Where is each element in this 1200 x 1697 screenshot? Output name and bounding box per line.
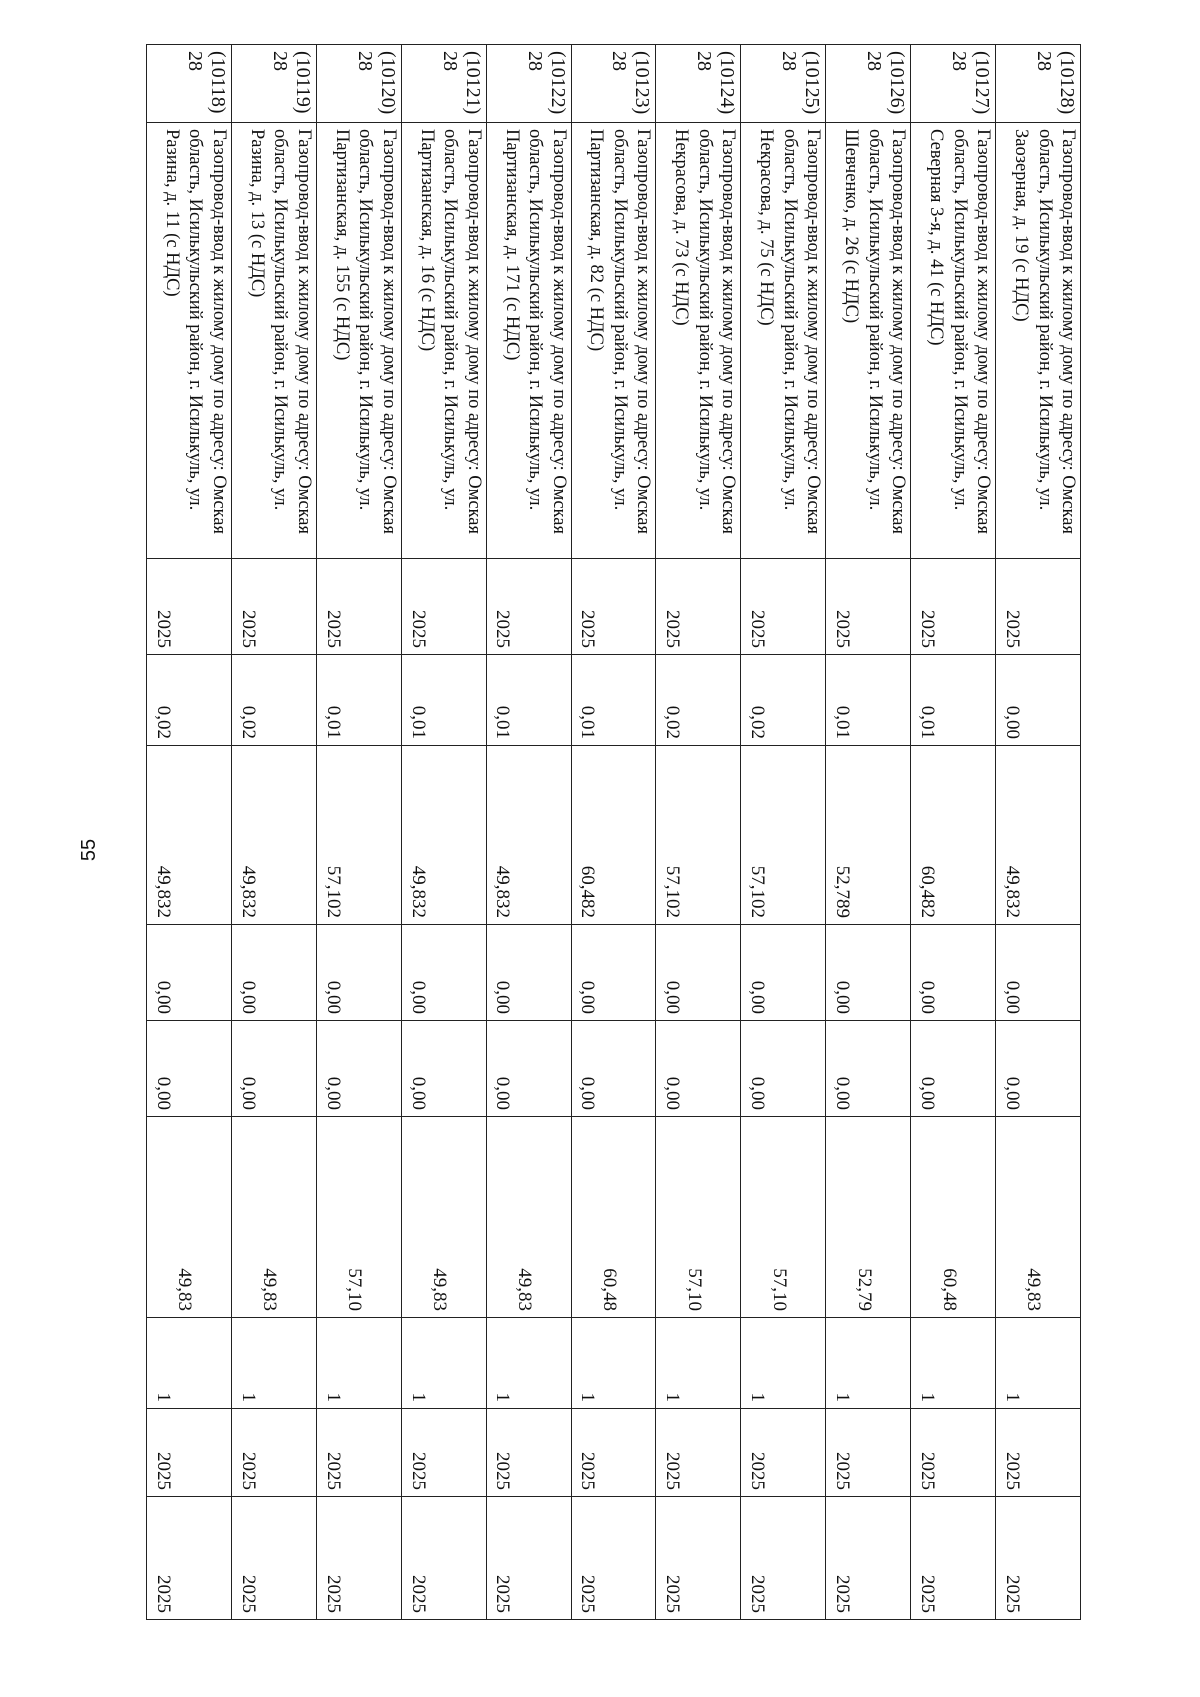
object-code-cell: (10124) 28 xyxy=(656,45,741,123)
price-cell: 60,48 xyxy=(911,1117,996,1318)
table-row xyxy=(147,45,232,1620)
object-name-cell: Газопровод-ввод к жилому дому по адресу: Омская область, Исилькульский район, г. Исилькуль, ул. Партизанская, д. 16 (с НДС) xyxy=(401,123,486,559)
cost-cell: 49,832 xyxy=(996,746,1081,925)
object-code-cell: (10121) 28 xyxy=(401,45,486,123)
year-start-cell: 2025 xyxy=(231,559,316,655)
object-name-cell: Газопровод-ввод к жилому дому по адресу: Омская область, Исилькульский район, г. Исилькуль, ул. Шевченко, д. 26 (с НДС) xyxy=(826,123,911,559)
count-cell: 1 xyxy=(911,1318,996,1409)
value-2-cell: 0,00 xyxy=(911,1021,996,1117)
length-cell: 0,01 xyxy=(401,655,486,746)
object-name-cell: Газопровод-ввод к жилому дому по адресу: Омская область, Исилькульский район, г. Исилькуль, ул. Некрасова, д. 75 (с НДС) xyxy=(741,123,826,559)
value-1-cell: 0,00 xyxy=(231,925,316,1021)
year-b-cell: 2025 xyxy=(147,1497,232,1620)
table-row xyxy=(231,45,316,1620)
year-a-cell: 2025 xyxy=(401,1409,486,1497)
object-name-cell: Газопровод-ввод к жилому дому по адресу: Омская область, Исилькульский район, г. Исилькуль, ул. Разина, д. 13 (с НДС) xyxy=(231,123,316,559)
object-code-cell: (10123) 28 xyxy=(571,45,656,123)
object-name-cell: Газопровод-ввод к жилому дому по адресу: Омская область, Исилькульский район, г. Исилькуль, ул. Партизанская, д. 171 (с НДС) xyxy=(486,123,571,559)
year-b-cell: 2025 xyxy=(996,1497,1081,1620)
length-cell: 0,01 xyxy=(571,655,656,746)
year-start-cell: 2025 xyxy=(996,559,1081,655)
year-b-cell: 2025 xyxy=(571,1497,656,1620)
price-cell: 57,10 xyxy=(741,1117,826,1318)
year-start-cell: 2025 xyxy=(316,559,401,655)
table-row xyxy=(571,45,656,1620)
value-2-cell: 0,00 xyxy=(231,1021,316,1117)
length-cell: 0,02 xyxy=(147,655,232,746)
object-name-cell: Газопровод-ввод к жилому дому по адресу: Омская область, Исилькульский район, г. Исилькуль, ул. Разина, д. 11 (с НДС) xyxy=(147,123,232,559)
table-row xyxy=(741,45,826,1620)
value-1-cell: 0,00 xyxy=(486,925,571,1021)
year-start-cell: 2025 xyxy=(486,559,571,655)
object-code-cell: (10126) 28 xyxy=(826,45,911,123)
year-start-cell: 2025 xyxy=(826,559,911,655)
value-2-cell: 0,00 xyxy=(996,1021,1081,1117)
object-code-cell: (10127) 28 xyxy=(911,45,996,123)
length-cell: 0,02 xyxy=(741,655,826,746)
count-cell: 1 xyxy=(571,1318,656,1409)
year-b-cell: 2025 xyxy=(231,1497,316,1620)
length-cell: 0,01 xyxy=(911,655,996,746)
cost-cell: 52,789 xyxy=(826,746,911,925)
year-b-cell: 2025 xyxy=(826,1497,911,1620)
table-row xyxy=(656,45,741,1620)
object-code-cell: (10118) 28 xyxy=(147,45,232,123)
year-a-cell: 2025 xyxy=(316,1409,401,1497)
year-a-cell: 2025 xyxy=(911,1409,996,1497)
cost-cell: 49,832 xyxy=(147,746,232,925)
year-a-cell: 2025 xyxy=(656,1409,741,1497)
value-2-cell: 0,00 xyxy=(147,1021,232,1117)
table-row xyxy=(996,45,1081,1620)
table-row xyxy=(316,45,401,1620)
value-2-cell: 0,00 xyxy=(741,1021,826,1117)
price-cell: 49,83 xyxy=(401,1117,486,1318)
count-cell: 1 xyxy=(996,1318,1081,1409)
table-row xyxy=(826,45,911,1620)
year-b-cell: 2025 xyxy=(911,1497,996,1620)
price-cell: 49,83 xyxy=(231,1117,316,1318)
year-a-cell: 2025 xyxy=(486,1409,571,1497)
value-1-cell: 0,00 xyxy=(911,925,996,1021)
count-cell: 1 xyxy=(656,1318,741,1409)
price-cell: 49,83 xyxy=(486,1117,571,1318)
object-name-cell: Газопровод-ввод к жилому дому по адресу: Омская область, Исилькульский район, г. Исилькуль, ул. Партизанская, д. 82 (с НДС) xyxy=(571,123,656,559)
count-cell: 1 xyxy=(741,1318,826,1409)
value-1-cell: 0,00 xyxy=(316,925,401,1021)
object-code-cell: (10120) 28 xyxy=(316,45,401,123)
cost-cell: 49,832 xyxy=(231,746,316,925)
length-cell: 0,01 xyxy=(826,655,911,746)
count-cell: 1 xyxy=(401,1318,486,1409)
length-cell: 0,02 xyxy=(656,655,741,746)
object-name-cell: Газопровод-ввод к жилому дому по адресу: Омская область, Исилькульский район, г. Исилькуль, ул. Партизанская, д. 155 (с НДС) xyxy=(316,123,401,559)
price-cell: 57,10 xyxy=(656,1117,741,1318)
cost-cell: 60,482 xyxy=(911,746,996,925)
value-1-cell: 0,00 xyxy=(656,925,741,1021)
object-name-cell: Газопровод-ввод к жилому дому по адресу: Омская область, Исилькульский район, г. Исилькуль, ул. Заозерная, д. 19 (с НДС) xyxy=(996,123,1081,559)
year-b-cell: 2025 xyxy=(316,1497,401,1620)
year-start-cell: 2025 xyxy=(911,559,996,655)
length-cell: 0,02 xyxy=(231,655,316,746)
value-2-cell: 0,00 xyxy=(316,1021,401,1117)
value-1-cell: 0,00 xyxy=(741,925,826,1021)
year-start-cell: 2025 xyxy=(741,559,826,655)
year-a-cell: 2025 xyxy=(147,1409,232,1497)
value-2-cell: 0,00 xyxy=(486,1021,571,1117)
price-cell: 60,48 xyxy=(571,1117,656,1318)
table-row xyxy=(401,45,486,1620)
price-cell: 49,83 xyxy=(996,1117,1081,1318)
year-a-cell: 2025 xyxy=(741,1409,826,1497)
count-cell: 1 xyxy=(231,1318,316,1409)
year-a-cell: 2025 xyxy=(571,1409,656,1497)
cost-cell: 57,102 xyxy=(741,746,826,925)
year-b-cell: 2025 xyxy=(741,1497,826,1620)
count-cell: 1 xyxy=(826,1318,911,1409)
year-start-cell: 2025 xyxy=(147,559,232,655)
value-1-cell: 0,00 xyxy=(401,925,486,1021)
value-1-cell: 0,00 xyxy=(571,925,656,1021)
year-start-cell: 2025 xyxy=(571,559,656,655)
value-2-cell: 0,00 xyxy=(656,1021,741,1117)
object-code-cell: (10128) 28 xyxy=(996,45,1081,123)
year-b-cell: 2025 xyxy=(486,1497,571,1620)
object-name-cell: Газопровод-ввод к жилому дому по адресу: Омская область, Исилькульский район, г. Исилькуль, ул. Некрасова, д. 73 (с НДС) xyxy=(656,123,741,559)
gas-pipeline-table xyxy=(146,44,1081,1620)
price-cell: 57,10 xyxy=(316,1117,401,1318)
year-start-cell: 2025 xyxy=(401,559,486,655)
object-code-cell: (10125) 28 xyxy=(741,45,826,123)
page-number: 55 xyxy=(78,838,100,862)
length-cell: 0,01 xyxy=(486,655,571,746)
year-b-cell: 2025 xyxy=(401,1497,486,1620)
price-cell: 52,79 xyxy=(826,1117,911,1318)
table-row xyxy=(486,45,571,1620)
value-1-cell: 0,00 xyxy=(826,925,911,1021)
length-cell: 0,01 xyxy=(316,655,401,746)
value-2-cell: 0,00 xyxy=(401,1021,486,1117)
table-row xyxy=(911,45,996,1620)
object-name-cell: Газопровод-ввод к жилому дому по адресу: Омская область, Исилькульский район, г. Исилькуль, ул. Северная 3-я, д. 41 (с НДС) xyxy=(911,123,996,559)
length-cell: 0,00 xyxy=(996,655,1081,746)
value-1-cell: 0,00 xyxy=(147,925,232,1021)
year-a-cell: 2025 xyxy=(231,1409,316,1497)
cost-cell: 49,832 xyxy=(486,746,571,925)
object-code-cell: (10119) 28 xyxy=(231,45,316,123)
year-start-cell: 2025 xyxy=(656,559,741,655)
year-a-cell: 2025 xyxy=(826,1409,911,1497)
year-a-cell: 2025 xyxy=(996,1409,1081,1497)
value-2-cell: 0,00 xyxy=(826,1021,911,1117)
rotated-table-wrapper xyxy=(146,44,1081,1619)
cost-cell: 60,482 xyxy=(571,746,656,925)
cost-cell: 57,102 xyxy=(316,746,401,925)
object-code-cell: (10122) 28 xyxy=(486,45,571,123)
value-1-cell: 0,00 xyxy=(996,925,1081,1021)
value-2-cell: 0,00 xyxy=(571,1021,656,1117)
cost-cell: 57,102 xyxy=(656,746,741,925)
count-cell: 1 xyxy=(316,1318,401,1409)
count-cell: 1 xyxy=(486,1318,571,1409)
year-b-cell: 2025 xyxy=(656,1497,741,1620)
count-cell: 1 xyxy=(147,1318,232,1409)
cost-cell: 49,832 xyxy=(401,746,486,925)
price-cell: 49,83 xyxy=(147,1117,232,1318)
